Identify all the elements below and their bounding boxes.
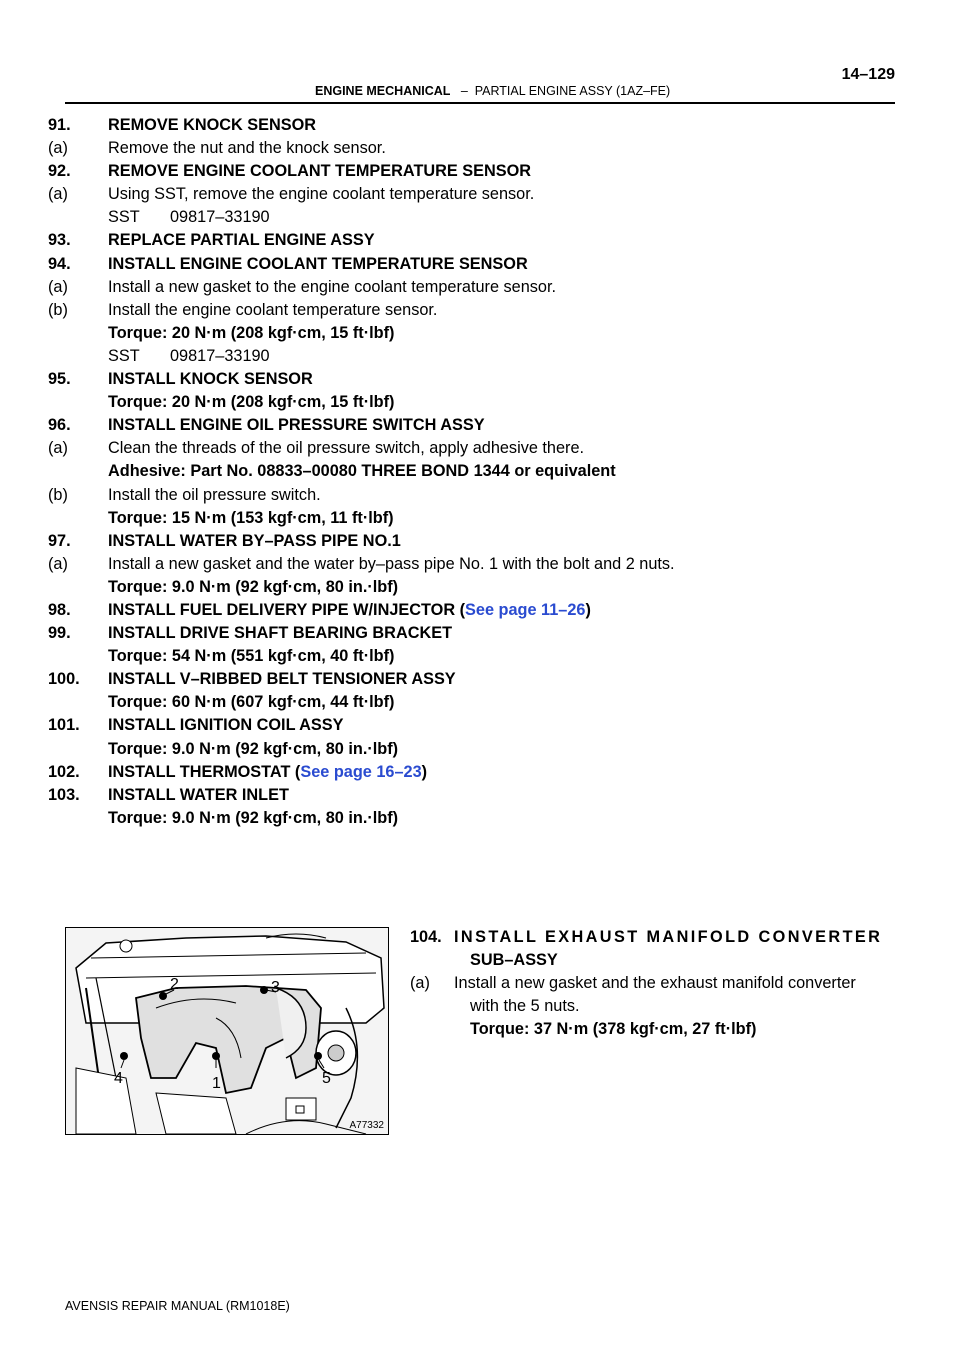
sub-text: Remove the nut and the knock sensor.: [108, 139, 386, 158]
section-separator: –: [460, 84, 468, 98]
sub-text: Install the oil pressure switch.: [108, 485, 321, 504]
step-line: [48, 691, 908, 714]
step-line: [48, 229, 908, 252]
step-number: 99.: [48, 624, 71, 643]
step-number: 92.: [48, 162, 71, 181]
spec-text: Torque: 9.0 N·m (92 kgf·cm, 80 in.·lbf): [108, 577, 399, 596]
step-line: [48, 345, 908, 368]
step-title: [108, 714, 344, 737]
see-page-link[interactable]: See page 11–26: [465, 600, 586, 619]
step-title: [108, 599, 591, 622]
step-title-text: INSTALL FUEL DELIVERY PIPE W/INJECTOR (: [108, 600, 466, 619]
step-title-text: REMOVE ENGINE COOLANT TEMPERATURE SENSOR: [108, 162, 532, 181]
sub-label: (a): [48, 185, 68, 204]
step-line: [48, 183, 908, 206]
step-number: 98.: [48, 600, 71, 619]
step-line: [48, 738, 908, 761]
step-title: [108, 414, 485, 437]
sub-text: Install the engine coolant temperature sensor.: [108, 300, 438, 319]
sst-code: 09817–33190: [170, 208, 270, 227]
step-line: [48, 622, 908, 645]
step-line: [48, 114, 908, 137]
sst-label: SST: [108, 208, 140, 227]
spec-text: Torque: 9.0 N·m (92 kgf·cm, 80 in.·lbf): [108, 739, 399, 758]
step-title: [108, 160, 531, 183]
spec-text: Torque: 60 N·m (607 kgf·cm, 44 ft·lbf): [108, 693, 395, 712]
step-title-text: INSTALL V–RIBBED BELT TENSIONER ASSY: [108, 670, 456, 689]
page-footer: AVENSIS REPAIR MANUAL (RM1018E): [65, 1299, 290, 1313]
subsection-name: PARTIAL ENGINE ASSY (1AZ–FE): [474, 84, 671, 98]
section-title: [315, 84, 670, 98]
step-title: [108, 114, 316, 137]
procedure-steps: [48, 114, 908, 830]
step-title: [108, 761, 427, 784]
sub-text: Install a new gasket and the water by–pass pipe No. 1 with the bolt and 2 nuts.: [108, 554, 675, 573]
step-title-text: INSTALL ENGINE COOLANT TEMPERATURE SENSOR: [108, 254, 528, 273]
step-line: [48, 553, 908, 576]
step-title-text: INSTALL DRIVE SHAFT BEARING BRACKET: [108, 624, 453, 643]
step-title-text: INSTALL KNOCK SENSOR: [108, 370, 313, 389]
step-line: [48, 668, 908, 691]
step-title-text: INSTALL IGNITION COIL ASSY: [108, 716, 344, 735]
step-number: 100.: [48, 670, 80, 689]
step-line: [48, 437, 908, 460]
sst-code: 09817–33190: [170, 346, 270, 365]
figure-label-5: 5: [322, 1070, 331, 1087]
sub-text: Install a new gasket to the engine coolant temperature sensor.: [108, 277, 557, 296]
step-number: 93.: [48, 231, 71, 250]
sub-text: Clean the threads of the oil pressure switch, apply adhesive there.: [108, 439, 585, 458]
sub-text: Using SST, remove the engine coolant temperature sensor.: [108, 185, 535, 204]
step-title-after: ): [585, 600, 591, 619]
sub-label: (a): [48, 554, 68, 573]
spec-text: Torque: 9.0 N·m (92 kgf·cm, 80 in.·lbf): [108, 808, 399, 827]
step-line: [48, 322, 908, 345]
step-title: [108, 368, 313, 391]
step-line: [48, 507, 908, 530]
step-line: [48, 576, 908, 599]
step-title-text: REMOVE KNOCK SENSOR: [108, 116, 317, 134]
step-line: [48, 391, 908, 414]
section-name: ENGINE MECHANICAL: [315, 84, 451, 98]
step-number: 104.: [410, 928, 442, 946]
sub-label: (a): [48, 139, 68, 158]
step-line: [48, 784, 908, 807]
figure-label-4: 4: [114, 1070, 123, 1087]
step-line: [48, 484, 908, 507]
step-line: [48, 645, 908, 668]
sub-label: (a): [48, 277, 68, 296]
spec-text: Torque: 54 N·m (551 kgf·cm, 40 ft·lbf): [108, 647, 395, 666]
step-number: 101.: [48, 716, 80, 735]
step-title-cont: SUB–ASSY: [470, 951, 558, 970]
step-line: [48, 253, 908, 276]
sst-label: SST: [108, 346, 140, 365]
spec-text: Torque: 15 N·m (153 kgf·cm, 11 ft·lbf): [108, 508, 394, 527]
step-line: [48, 160, 908, 183]
step-number: 94.: [48, 254, 71, 273]
step-line: [48, 206, 908, 229]
figure-label-2: 2: [170, 976, 179, 993]
sub-label: (b): [48, 300, 68, 319]
step-number: 96.: [48, 416, 71, 435]
sub-label: (a): [48, 439, 68, 458]
step-title: [108, 530, 401, 553]
step-line: [48, 599, 908, 622]
step-title: [108, 253, 528, 276]
page-header: [65, 62, 895, 104]
step-104: [410, 926, 896, 1041]
step-title: [108, 668, 456, 691]
step-line: [48, 414, 908, 437]
sub-text-cont: with the 5 nuts.: [470, 997, 580, 1016]
spec-text: Torque: 20 N·m (208 kgf·cm, 15 ft·lbf): [108, 393, 395, 412]
step-line: [48, 530, 908, 553]
step-title: INSTALL EXHAUST MANIFOLD CONVERTER: [454, 928, 883, 946]
step-number: 91.: [48, 116, 71, 134]
step-line: [48, 368, 908, 391]
step-title: [108, 784, 289, 807]
figure-code: A77332: [349, 1120, 384, 1131]
spec-text: Torque: 20 N·m (208 kgf·cm, 15 ft·lbf): [108, 323, 395, 342]
step-title-text: INSTALL WATER INLET: [108, 785, 289, 804]
see-page-link[interactable]: See page 16–23: [300, 762, 422, 781]
step-line: [48, 276, 908, 299]
page-number: 14–129: [841, 66, 895, 83]
step-line: [48, 137, 908, 160]
step-line: [48, 299, 908, 322]
step-number: 95.: [48, 370, 71, 389]
step-title-text: INSTALL THERMOSTAT (: [108, 762, 301, 781]
step-line: [48, 714, 908, 737]
step-title-after: ): [421, 762, 428, 781]
step-title-text: INSTALL ENGINE OIL PRESSURE SWITCH ASSY: [108, 416, 485, 435]
engine-illustration: [66, 928, 388, 1134]
step-line: [48, 807, 908, 830]
step-title-text: INSTALL WATER BY–PASS PIPE NO.1: [108, 531, 401, 550]
step-title: [108, 229, 375, 252]
step-title: [108, 622, 452, 645]
spec-text: Adhesive: Part No. 08833–00080 THREE BOND 1344 or equivalent: [108, 462, 616, 481]
step-title-text: REPLACE PARTIAL ENGINE ASSY: [108, 231, 375, 250]
sub-label: (b): [48, 485, 68, 504]
sub-text: Install a new gasket and the exhaust manifold converter: [454, 974, 856, 993]
exhaust-manifold-figure: [65, 927, 389, 1135]
step-number: 97.: [48, 531, 71, 550]
step-number: 103.: [48, 785, 80, 804]
figure-label-1: 1: [212, 1075, 221, 1092]
torque-spec: Torque: 37 N·m (378 kgf·cm, 27 ft·lbf): [470, 1020, 757, 1039]
step-line: [48, 460, 908, 483]
sub-label: (a): [410, 974, 430, 993]
step-number: 102.: [48, 762, 80, 781]
figure-label-3: 3: [271, 979, 280, 996]
step-line: [48, 761, 908, 784]
